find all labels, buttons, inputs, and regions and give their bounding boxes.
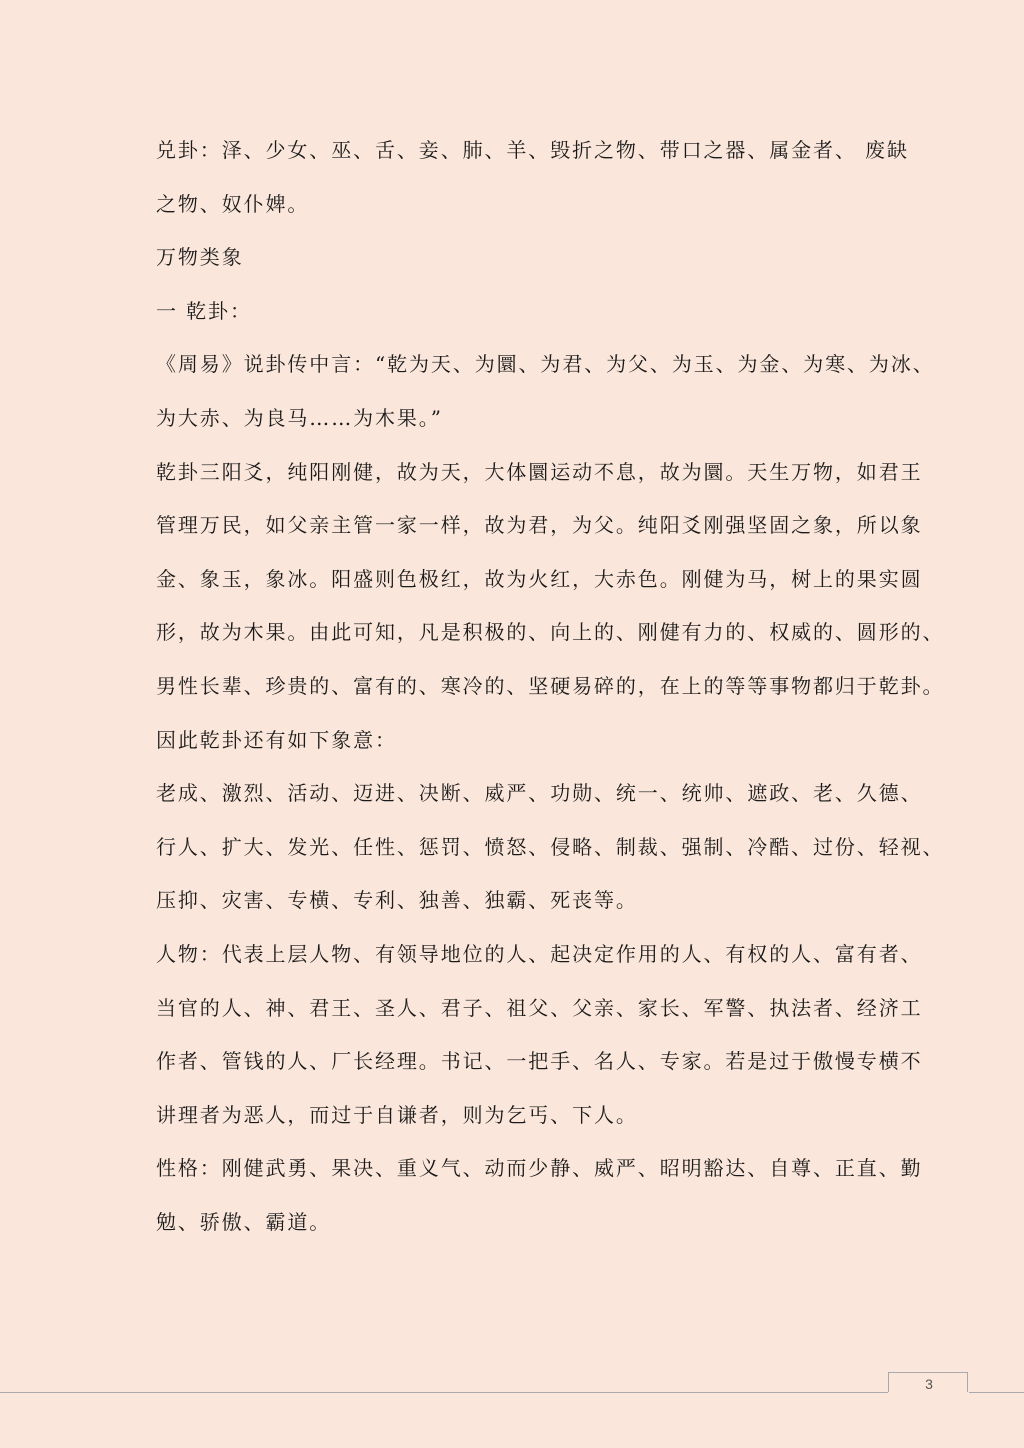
- text-line: 《周易》说卦传中言：“乾为天、为圜、为君、为父、为玉、为金、为寒、为冰、: [156, 352, 935, 377]
- text-line: 勉、骄傲、霸道。: [156, 1209, 332, 1234]
- text-line: 金、象玉，象冰。阳盛则色极红，故为火红，大赤色。刚健为马，树上的果实圆: [156, 566, 923, 591]
- text-line: 形，故为木果。由此可知，凡是积极的、向上的、刚健有力的、权威的、圆形的、: [156, 620, 945, 645]
- text-line: 当官的人、神、君王、圣人、君子、祖父、父亲、家长、军警、执法者、经济工: [156, 995, 923, 1020]
- text-line: 性格：刚健武勇、果决、重义气、动而少静、威严、昭明豁达、自尊、正直、勤: [156, 1156, 923, 1181]
- text-line: 作者、管钱的人、厂长经理。书记、一把手、名人、专家。若是过于傲慢专横不: [156, 1049, 923, 1074]
- footer-divider: [969, 1392, 1024, 1393]
- text-line: 兑卦：泽、少女、巫、舌、妾、肺、羊、毁折之物、带口之器、属金者、 废缺: [156, 138, 909, 162]
- text-line: 人物：代表上层人物、有领导地位的人、起决定作用的人、有权的人、富有者、: [156, 941, 923, 966]
- page-number: 3: [925, 1376, 933, 1392]
- subsection-heading: 一 乾卦：: [156, 298, 252, 323]
- document-body: [156, 124, 945, 1249]
- text-line: 男性长辈、珍贵的、富有的、寒冷的、坚硬易碎的，在上的等等事物都归于乾卦。: [156, 673, 945, 698]
- text-line: 因此乾卦还有如下象意：: [156, 727, 397, 752]
- text-line: 管理万民，如父亲主管一家一样，故为君，为父。纯阳爻刚强坚固之象，所以象: [156, 513, 923, 538]
- text-line: 老成、激烈、活动、迈进、决断、威严、功勋、统一、统帅、遮政、老、久德、: [156, 781, 923, 806]
- text-line: 乾卦三阳爻，纯阳刚健，故为天，大体圜运动不息，故为圜。天生万物，如君王: [156, 459, 923, 484]
- section-heading: 万物类象: [156, 245, 244, 270]
- footer-divider: [0, 1392, 888, 1393]
- text-line: 为大赤、为良马……为木果。”: [156, 405, 443, 430]
- text-line: 讲理者为恶人，而过于自谦者，则为乞丐、下人。: [156, 1102, 638, 1127]
- text-line: 之物、奴仆婢。: [156, 191, 310, 216]
- text-line: 压抑、灾害、专横、专利、独善、独霸、死丧等。: [156, 888, 638, 913]
- text-line: 行人、扩大、发光、任性、惩罚、愤怒、侵略、制裁、强制、冷酷、过份、轻视、: [156, 834, 945, 859]
